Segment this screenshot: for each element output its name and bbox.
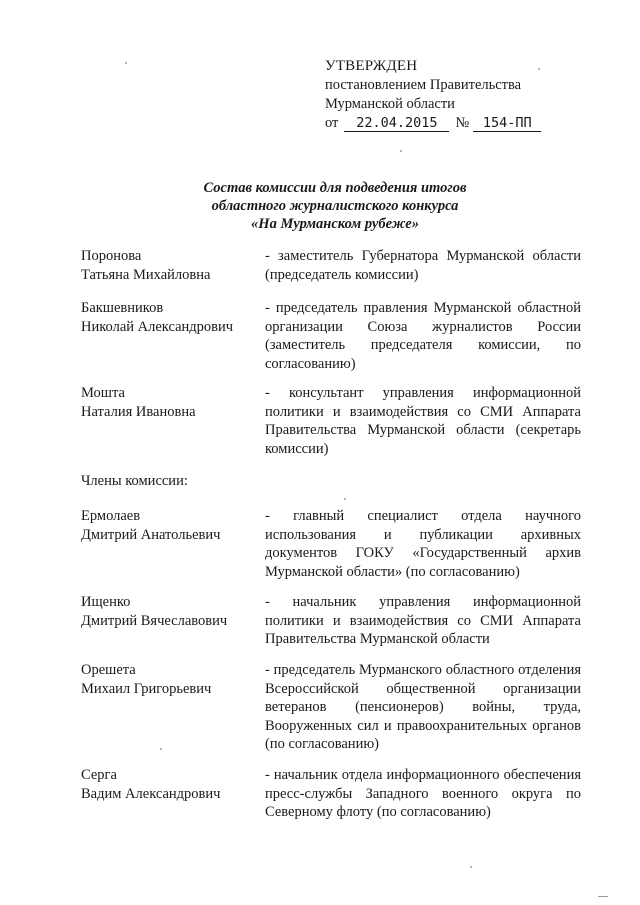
approval-line-2: Мурманской области <box>325 96 455 112</box>
person-given-name: Татьяна Михайловна <box>81 266 211 283</box>
title-line-2: областного журналистского конкурса <box>211 198 459 214</box>
scan-speck <box>400 150 402 152</box>
person-name <box>81 299 261 336</box>
person-surname: Ищенко <box>81 594 131 610</box>
person-role: - заместитель Губернатора Мурманской области (председатель комиссии) <box>265 248 581 283</box>
person-name <box>81 247 261 284</box>
scan-speck <box>125 62 127 64</box>
person-name <box>81 766 261 803</box>
person-name <box>81 384 261 421</box>
person-role: - председатель Мурманского областного отделения Всероссийской общественной организации ветеранов (пенсионеров) войны, труда, Вооруженных сил и правоохранительных органов (по согласованию) <box>265 662 581 752</box>
person-surname: Орешета <box>81 662 136 678</box>
person-role: - консультант управления информационной политики и взаимодействия со СМИ Аппарата Правительства Мурманской области (секретарь комиссии) <box>265 385 581 457</box>
person-given-name: Дмитрий Вячеславович <box>81 612 228 629</box>
approval-heading: УТВЕРЖДЕН <box>325 58 418 74</box>
title-line-1: Состав комиссии для подведения итогов <box>203 180 467 196</box>
person-surname: Серга <box>81 767 117 783</box>
person-role: - начальник отдела информационного обеспечения пресс-службы Западного военного округа по Северному флоту (по согласованию) <box>265 767 581 820</box>
person-surname: Поронова <box>81 248 142 264</box>
scan-speck <box>470 866 472 868</box>
title-line-3: «На Мурманском рубеже» <box>251 216 419 232</box>
person-surname: Ермолаев <box>81 508 141 524</box>
approval-stamp <box>325 57 625 133</box>
person-given-name: Наталия Ивановна <box>81 403 196 420</box>
scan-speck <box>160 748 162 750</box>
approval-number-sign: № <box>455 115 470 131</box>
person-role: - начальник управления информационной политики и взаимодействия со СМИ Аппарата Правительства Мурманской области <box>265 594 581 647</box>
approval-line-1: постановлением Правительства <box>325 77 522 93</box>
approval-date: 22.04.2015 <box>344 115 449 132</box>
members-section-label: Члены комиссии: <box>81 473 188 489</box>
person-surname: Бакшевников <box>81 300 164 316</box>
scan-speck <box>344 498 346 500</box>
scan-speck <box>538 68 540 70</box>
person-role: - главный специалист отдела научного использования и публикации архивных документов ГОКУ «Государственный архив Мурманской области» (по согласованию) <box>265 508 581 580</box>
document-title <box>120 179 550 233</box>
person-role: - председатель правления Мурманской областной организации Союза журналистов России (заместитель председателя комиссии, по согласованию) <box>265 300 581 372</box>
person-name <box>81 661 261 698</box>
person-name <box>81 507 261 544</box>
person-name <box>81 593 261 630</box>
person-given-name: Дмитрий Анатольевич <box>81 526 221 543</box>
scan-speck <box>598 896 608 897</box>
person-given-name: Вадим Александрович <box>81 785 221 802</box>
person-given-name: Николай Александрович <box>81 318 234 335</box>
approval-from-label: от <box>325 115 339 131</box>
approval-dateline <box>325 114 625 133</box>
person-given-name: Михаил Григорьевич <box>81 680 212 697</box>
person-surname: Мошта <box>81 385 125 401</box>
approval-number: 154-ПП <box>473 115 541 132</box>
